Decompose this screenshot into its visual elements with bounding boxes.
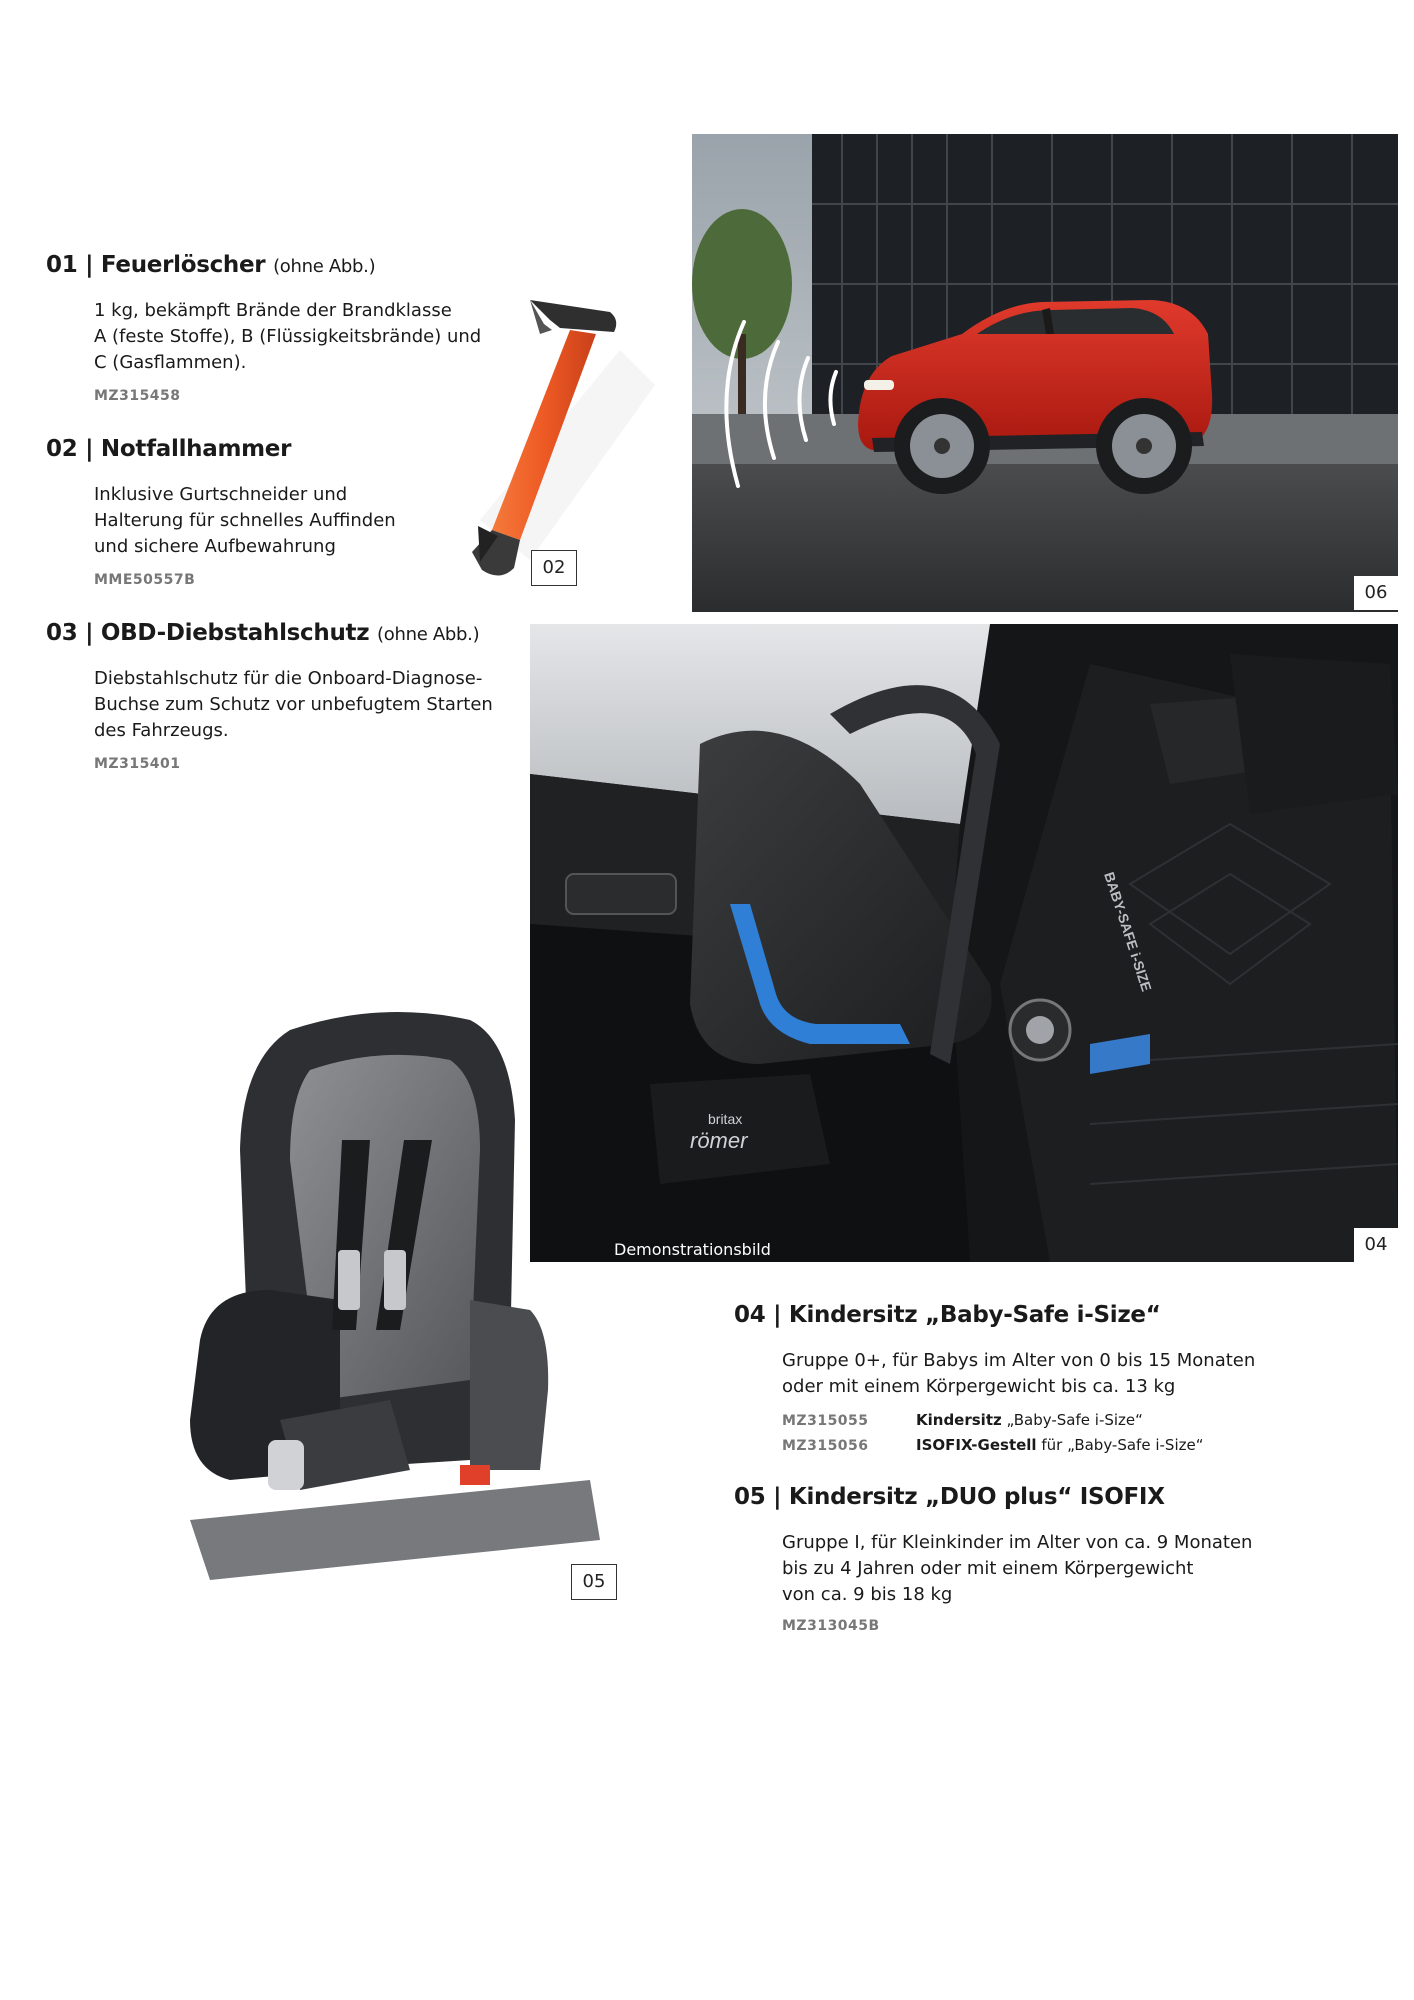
item-05-code: MZ313045B: [782, 1618, 880, 1634]
item-01-title: 01 | Feuerlöscher: [46, 252, 266, 278]
carrier-side-label: BABY-SAFE i-SIZE: [1101, 869, 1155, 994]
item-04-title: 04 | Kindersitz „Baby-Safe i-Size“: [734, 1302, 1161, 1328]
interior-photo: [530, 624, 1398, 1262]
item-02-description: [94, 482, 396, 560]
item-02-heading: [46, 436, 291, 462]
item-01-line-2: A (feste Stoffe), B (Flüssigkeitsbrände) und: [94, 326, 482, 347]
car-photo: [692, 134, 1398, 612]
item-02-line-3: und sichere Aufbewahrung: [94, 536, 336, 557]
interior-photo-tag: 04: [1354, 1228, 1398, 1262]
item-04-description: [782, 1348, 1255, 1400]
item-04-code-row-2: [782, 1433, 1203, 1458]
item-04-code-2-detail: für „Baby-Safe i-Size“: [1041, 1436, 1204, 1454]
item-01-suffix: (ohne Abb.): [273, 256, 376, 277]
item-02-code: MME50557B: [94, 572, 196, 588]
item-01-heading: [46, 252, 375, 278]
child-seat-tag: 05: [571, 1564, 617, 1600]
interior-caption: Demonstrationsbild: [614, 1240, 771, 1259]
item-04-code-1-product: Kindersitz: [916, 1411, 1002, 1429]
item-03-code: MZ315401: [94, 756, 181, 772]
item-03-title: 03 | OBD-Diebstahlschutz: [46, 620, 370, 646]
item-04-code-2-product: ISOFIX-Gestell: [916, 1436, 1037, 1454]
item-01-line-1: 1 kg, bekämpft Brände der Brandklasse: [94, 300, 452, 321]
item-05-title: 05 | Kindersitz „DUO plus“ ISOFIX: [734, 1484, 1165, 1510]
item-05-line-2: bis zu 4 Jahren oder mit einem Körpergewicht: [782, 1558, 1194, 1579]
item-01-code: MZ315458: [94, 388, 181, 404]
hammer-image-tag: 02: [531, 550, 577, 586]
item-03-description: [94, 666, 493, 744]
romer-logo-line2: römer: [690, 1128, 748, 1153]
item-05-line-1: Gruppe I, für Kleinkinder im Alter von ca. 9 Monaten: [782, 1532, 1253, 1553]
item-03-line-3: des Fahrzeugs.: [94, 720, 229, 741]
item-03-heading: [46, 620, 479, 646]
item-02-title: 02 | Notfallhammer: [46, 436, 292, 462]
item-04-line-2: oder mit einem Körpergewicht bis ca. 13 kg: [782, 1376, 1176, 1397]
child-seat-image: [170, 1000, 610, 1600]
item-03-line-1: Diebstahlschutz für die Onboard-Diagnose-: [94, 668, 483, 689]
item-04-codes: [782, 1408, 1203, 1458]
item-04-line-1: Gruppe 0+, für Babys im Alter von 0 bis 15 Monaten: [782, 1350, 1256, 1371]
item-04-heading: [734, 1302, 1161, 1328]
item-03-suffix: (ohne Abb.): [377, 624, 480, 645]
item-04-code-1: MZ315055: [782, 1413, 869, 1429]
item-05-line-3: von ca. 9 bis 18 kg: [782, 1584, 953, 1605]
item-03-line-2: Buchse zum Schutz vor unbefugtem Starten: [94, 694, 493, 715]
item-05-heading: [734, 1484, 1165, 1510]
item-04-code-row-1: [782, 1408, 1203, 1433]
item-02-line-2: Halterung für schnelles Auffinden: [94, 510, 396, 531]
car-photo-tag: 06: [1354, 576, 1398, 610]
hammer-image: [420, 290, 660, 580]
item-01-line-3: C (Gasflammen).: [94, 352, 247, 373]
item-04-code-1-detail: „Baby-Safe i-Size“: [1006, 1411, 1143, 1429]
item-02-line-1: Inklusive Gurtschneider und: [94, 484, 348, 505]
britax-logo-line1: britax: [708, 1111, 743, 1127]
item-04-code-2: MZ315056: [782, 1438, 869, 1454]
item-05-description: [782, 1530, 1252, 1608]
